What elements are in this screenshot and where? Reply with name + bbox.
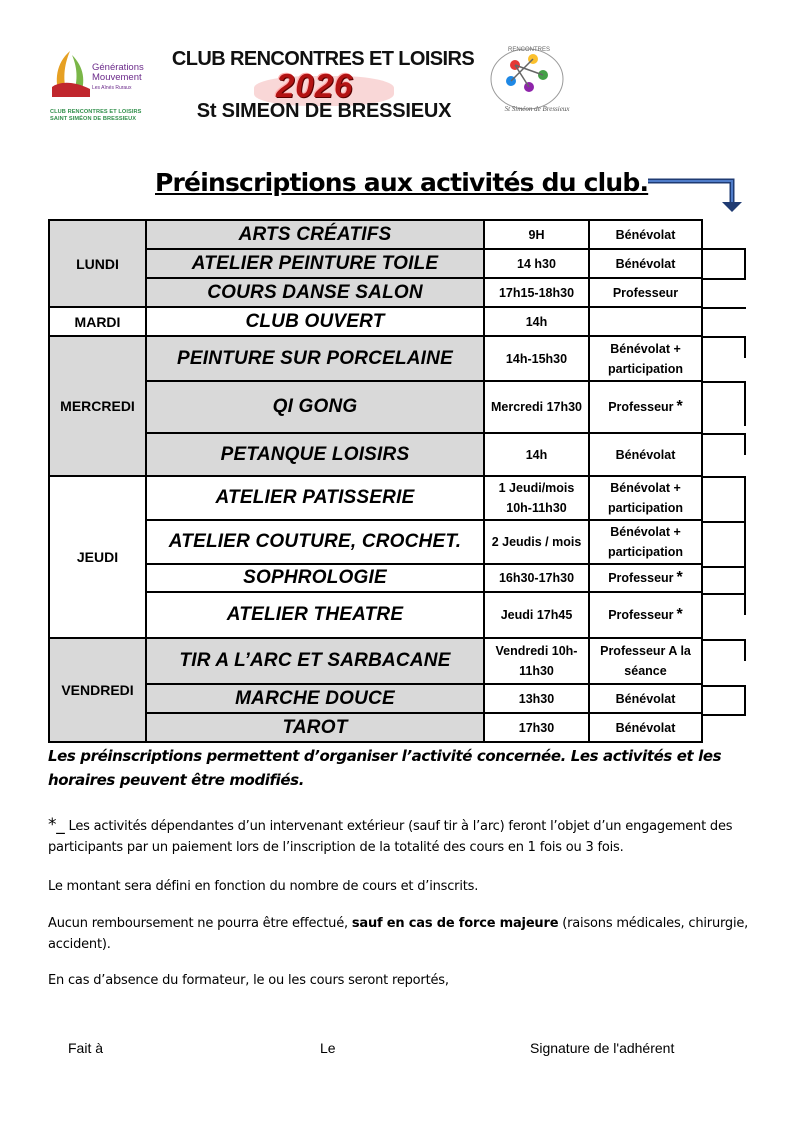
edge-line: [744, 639, 746, 661]
hours-cell: 1 Jeudi/mois 10h-11h30: [484, 476, 589, 520]
activities-table: [48, 219, 703, 743]
club-banner: [158, 48, 488, 130]
hours-cell: 16h30-17h30: [484, 564, 589, 592]
day-cell-lundi: LUNDI: [49, 220, 146, 307]
activity-cell: MARCHE DOUCE: [146, 684, 484, 713]
hours-cell: 17h30: [484, 713, 589, 742]
status-cell: [589, 307, 702, 336]
status-text: Professeur: [608, 608, 674, 622]
engagement-paragraph: [48, 815, 753, 858]
club-title: CLUB RENCONTRES ET LOISIRS: [171, 48, 475, 70]
hours-cell: 14h: [484, 433, 589, 476]
activity-cell: COURS DANSE SALON: [146, 278, 484, 307]
activity-cell: ATELIER PEINTURE TOILE: [146, 249, 484, 278]
gm-line1: Générations: [92, 62, 144, 73]
amount-paragraph: Le montant sera défini en fonction du nombre de cours et d’inscrits.: [48, 879, 479, 894]
day-cell-vendredi: VENDREDI: [49, 638, 146, 742]
status-cell: [589, 564, 702, 592]
edge-line: [702, 521, 746, 523]
status-cell: Bénévolat: [589, 713, 702, 742]
table-row: [49, 336, 702, 381]
edge-line: [702, 381, 746, 383]
status-text: Professeur: [608, 400, 674, 414]
edge-line: [744, 381, 746, 426]
activity-cell: PEINTURE SUR PORCELAINE: [146, 336, 484, 381]
refund-paragraph: [48, 913, 753, 955]
hours-cell: 14h-15h30: [484, 336, 589, 381]
activity-cell: TAROT: [146, 713, 484, 742]
table-row: [49, 381, 702, 433]
status-cell: Bénévolat: [589, 249, 702, 278]
edge-line: [702, 278, 746, 280]
table-row: [49, 476, 702, 520]
down-arrow-icon: [646, 178, 746, 218]
table-row: [49, 307, 702, 336]
table-row: [49, 278, 702, 307]
table-row: [49, 638, 702, 684]
hours-cell: 17h15-18h30: [484, 278, 589, 307]
gm-subline: Les Aînés Ruraux: [92, 85, 132, 91]
date-label: Le: [320, 1040, 336, 1056]
status-cell: Bénévolat: [589, 433, 702, 476]
seal-top-text: RENCONTRES: [507, 47, 551, 53]
gm-club-text: [50, 109, 141, 123]
edge-line: [744, 336, 746, 358]
hours-cell: 13h30: [484, 684, 589, 713]
status-cell: Bénévolat + participation: [589, 476, 702, 520]
asterisk-mark: *: [676, 398, 683, 415]
preinscription-note: Les préinscriptions permettent d’organiser l’activité concernée. Les activités et les horaires peuvent être modifiés.: [48, 747, 722, 789]
activity-cell: SOPHROLOGIE: [146, 564, 484, 592]
absence-paragraph: En cas d’absence du formateur, le ou les cours seront reportés,: [48, 973, 449, 988]
leaf-icon: [50, 47, 92, 99]
edge-line: [702, 714, 746, 716]
gm-line2: Mouvement: [92, 72, 142, 83]
hours-cell: 14 h30: [484, 249, 589, 278]
edge-line: [702, 336, 746, 338]
edge-line: [702, 566, 746, 568]
hours-cell: 2 Jeudis / mois: [484, 520, 589, 564]
edge-line: [744, 433, 746, 455]
day-cell-mercredi: MERCREDI: [49, 336, 146, 476]
gm-club-line1: CLUB RENCONTRES ET LOISIRS: [50, 109, 142, 115]
refund-text-a: Aucun remboursement ne pourra être effectué,: [48, 916, 352, 931]
table-row: [49, 713, 702, 742]
hours-cell: 14h: [484, 307, 589, 336]
place-label: Fait à: [68, 1040, 104, 1056]
edge-line: [744, 566, 746, 593]
status-text: Professeur: [608, 571, 674, 585]
table-row: [49, 520, 702, 564]
table-row: [49, 592, 702, 638]
activity-cell: CLUB OUVERT: [146, 307, 484, 336]
edge-line: [702, 685, 746, 687]
hours-cell: 9H: [484, 220, 589, 249]
edge-line: [744, 476, 746, 521]
generations-mouvement-logo: [48, 45, 156, 131]
activity-cell: ATELIER PATISSERIE: [146, 476, 484, 520]
activity-cell: TIR A L’ARC ET SARBACANE: [146, 638, 484, 684]
day-cell-jeudi: JEUDI: [49, 476, 146, 638]
seal-bottom-text: St Siméon de Bressieux: [504, 105, 570, 113]
table-row: [49, 684, 702, 713]
asterisk-lead: *_: [48, 815, 65, 835]
club-seal-logo: [485, 45, 577, 117]
status-cell: Bénévolat: [589, 220, 702, 249]
table-row: [49, 564, 702, 592]
status-cell: Professeur: [589, 278, 702, 307]
hours-cell: Mercredi 17h30: [484, 381, 589, 433]
refund-text-bold: sauf en cas de force majeure: [351, 916, 559, 931]
signature-label: Signature de l'adhérent: [530, 1040, 675, 1056]
hours-cell: Vendredi 10h-11h30: [484, 638, 589, 684]
engagement-text: Les activités dépendantes d’un intervenant extérieur (sauf tir à l’arc) feront l’objet d’un engagement des participants par un paiement lors de l’inscription de la totalité des cours en 1 fois ou 3 fois.: [48, 819, 733, 855]
gm-brand-text: [92, 63, 144, 83]
edge-line: [744, 593, 746, 615]
edge-line: [702, 593, 746, 595]
activity-cell: PETANQUE LOISIRS: [146, 433, 484, 476]
table-row: [49, 220, 702, 249]
edge-line: [744, 248, 746, 278]
seal-emblem-icon: [485, 45, 577, 117]
page-title: Préinscriptions aux activités du club.: [155, 168, 649, 197]
activity-cell: ATELIER COUTURE, CROCHET.: [146, 520, 484, 564]
edge-line: [702, 433, 746, 435]
edge-line: [702, 248, 746, 250]
status-cell: Bénévolat: [589, 684, 702, 713]
day-cell-mardi: MARDI: [49, 307, 146, 336]
edge-line: [702, 307, 746, 309]
edge-line: [744, 521, 746, 566]
edge-line: [702, 639, 746, 641]
club-place: St SIMEON DE BRESSIEUX: [196, 100, 452, 122]
status-cell: Bénévolat + participation: [589, 336, 702, 381]
hours-cell: Jeudi 17h45: [484, 592, 589, 638]
year-text: 2026: [276, 67, 354, 104]
asterisk-mark: *: [676, 569, 683, 586]
gm-club-line2: SAINT SIMÉON DE BRESSIEUX: [50, 116, 137, 122]
edge-line: [702, 476, 746, 478]
edge-line: [744, 685, 746, 714]
refund-text-c: (raisons médicales, chirurgie, accident).: [48, 916, 749, 952]
table-row: [49, 433, 702, 476]
status-cell: [589, 592, 702, 638]
asterisk-mark: *: [676, 606, 683, 623]
status-cell: Professeur A la séance: [589, 638, 702, 684]
activity-cell: ATELIER THEATRE: [146, 592, 484, 638]
status-cell: [589, 381, 702, 433]
activity-cell: QI GONG: [146, 381, 484, 433]
status-cell: Bénévolat + participation: [589, 520, 702, 564]
table-row: [49, 249, 702, 278]
activity-cell: ARTS CRÉATIFS: [146, 220, 484, 249]
